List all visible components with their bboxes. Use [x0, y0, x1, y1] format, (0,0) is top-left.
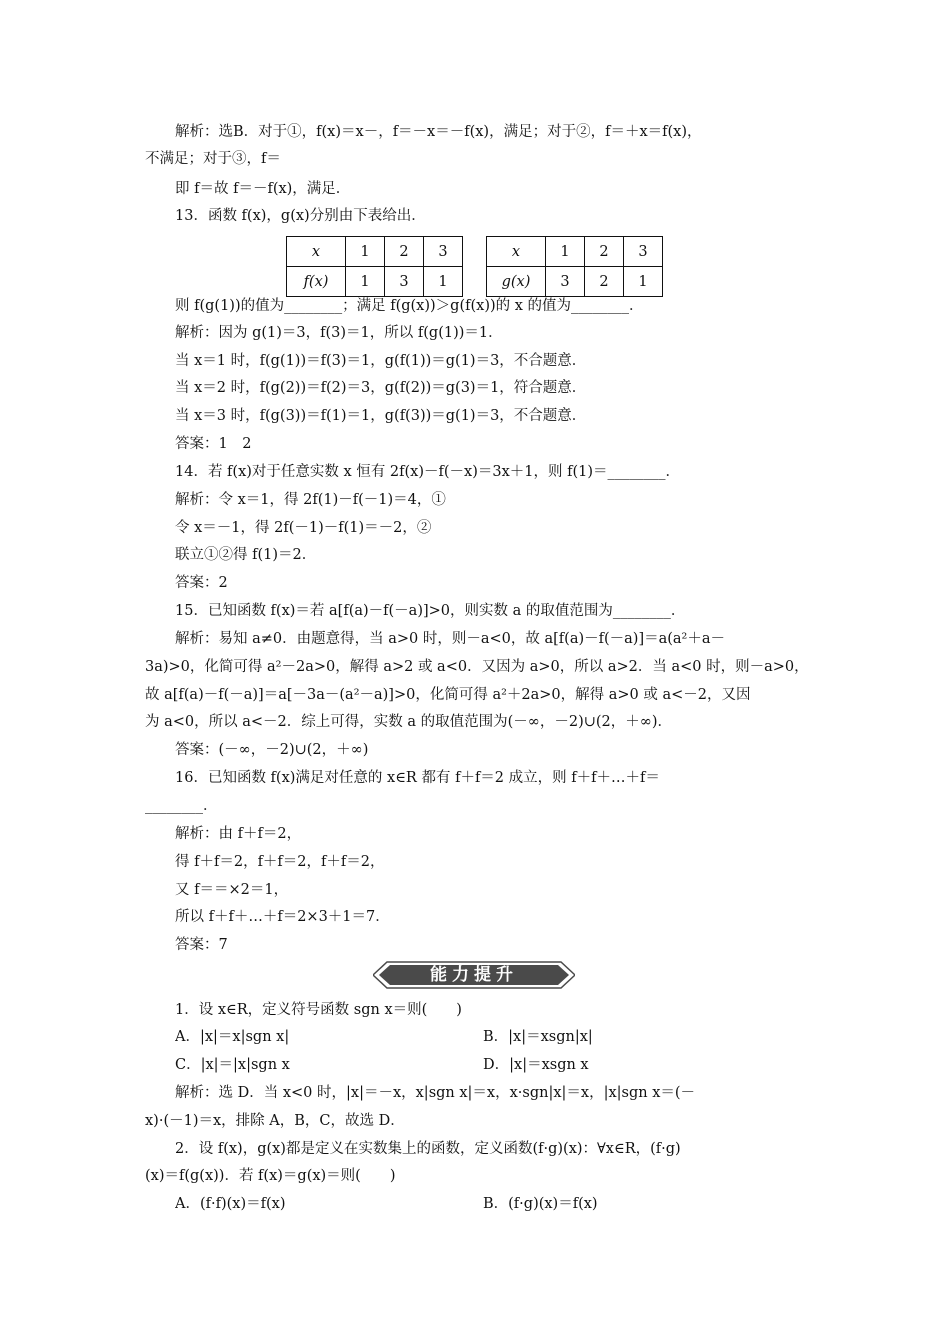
text-line: 当 x＝2 时，f(g(2))＝f(2)＝3，g(f(2))＝g(3)＝1，符合题意． [175, 380, 587, 396]
text-line: 解析：易知 a≠0．由题意得，当 a>0 时，则－a<0，故 a[f(a)－f(－a)]＝a(a²＋a－ [175, 631, 726, 647]
text-line: 为 a<0，所以 a<－2．综上可得，实数 a 的取值范围为(－∞，－2)∪(2，＋∞)． [145, 714, 673, 730]
text-line: 令 x＝－1，得 2f(－1)－f(1)＝－2，② [175, 520, 432, 536]
option-c: C．|x|＝|x|sgn x [175, 1057, 290, 1073]
table-cell: 3 [385, 267, 424, 297]
table-g [486, 236, 663, 297]
text-line: 即 f＝故 f＝－f(x)，满足． [175, 181, 351, 197]
option-b: B．(f·g)(x)＝f(x) [483, 1196, 598, 1212]
text-line: 又 f＝＝×2＝1， [175, 882, 289, 898]
question-16: 16．已知函数 f(x)满足对任意的 x∈R 都有 f＋f＝2 成立，则 f＋f＋…＋f＝ [175, 770, 660, 786]
table-cell: 1 [424, 267, 463, 297]
text-line: 不满足；对于③，f＝ [145, 151, 281, 167]
table-cell: 1 [624, 267, 663, 297]
text-line: 解析：选 D．当 x<0 时，|x|＝－x，x|sgn x|＝x，x·sgn|x|＝x，|x|sgn x＝(－ [175, 1085, 696, 1101]
text-line: x)·(－1)＝x，排除 A，B，C，故选 D． [145, 1113, 405, 1129]
text-line: 故 a[f(a)－f(－a)]＝a[－3a－(a²－a)]>0，化简可得 a²＋2a>0，解得 a>0 或 a<－2，又因 [145, 687, 751, 703]
answer-line: 答案：2 [175, 575, 228, 591]
table-cell: 2 [585, 237, 624, 267]
option-a: A．|x|＝x|sgn x| [175, 1029, 290, 1045]
text-line: 解析：因为 g(1)＝3，f(3)＝1，所以 f(g(1))＝1． [175, 325, 503, 341]
table-f [286, 236, 463, 297]
table-header: x [487, 237, 546, 267]
table-cell: 1 [346, 237, 385, 267]
text-line: 解析：由 f＋f＝2， [175, 826, 302, 842]
option-a: A．(f·f)(x)＝f(x) [175, 1196, 286, 1212]
text-line: ________． [145, 798, 218, 814]
section-banner [373, 960, 575, 990]
question-14: 14．若 f(x)对于任意实数 x 恒有 2f(x)－f(－x)＝3x＋1，则 f(1)＝________． [175, 464, 681, 480]
answer-line: 答案：7 [175, 937, 228, 953]
text-line: 解析：令 x＝1，得 2f(1)－f(－1)＝4，① [175, 492, 446, 508]
table-cell: 3 [546, 267, 585, 297]
question-13: 13．函数 f(x)，g(x)分别由下表给出． [175, 208, 426, 224]
table-cell: 3 [624, 237, 663, 267]
text-line: 得 f＋f＝2，f＋f＝2，f＋f＝2， [175, 854, 385, 870]
table-cell: 1 [546, 237, 585, 267]
text-line: 则 f(g(1))的值为________；满足 f(g(x))＞g(f(x))的 x 的值为________． [175, 298, 644, 314]
answer-line: 答案：1 2 [175, 436, 252, 452]
table-header: x [287, 237, 346, 267]
text-line: 3a)>0，化简可得 a²－2a>0，解得 a>2 或 a<0．又因为 a>0，所以 a>2．当 a<0 时，则－a>0， [145, 659, 809, 675]
text-line: 联立①②得 f(1)＝2． [175, 547, 317, 563]
text-line: 所以 f＋f＋…＋f＝2×3＋1＝7． [175, 909, 390, 925]
table-cell: 2 [585, 267, 624, 297]
table-cell: 2 [385, 237, 424, 267]
option-d: D．|x|＝xsgn x [483, 1057, 589, 1073]
text-line: 解析：选B．对于①，f(x)＝x－，f＝－x＝－f(x)，满足；对于②，f＝＋x＝f(x)， [175, 124, 702, 140]
text-line: 当 x＝1 时，f(g(1))＝f(3)＝1，g(f(1))＝g(1)＝3，不合题意． [175, 353, 587, 369]
question-2: 2．设 f(x)，g(x)都是定义在实数集上的函数，定义函数(f·g)(x)：∀x∈R，(f·g) [175, 1141, 681, 1157]
table-cell: 1 [346, 267, 385, 297]
table-header: f(x) [287, 267, 346, 297]
banner-title: 能力提升 [430, 965, 518, 985]
question-1: 1．设 x∈R，定义符号函数 sgn x＝则( ) [175, 1002, 462, 1018]
text-line: (x)＝f(g(x))．若 f(x)＝g(x)＝则( ) [145, 1168, 396, 1184]
table-cell: 3 [424, 237, 463, 267]
answer-line: 答案：(－∞，－2)∪(2，＋∞) [175, 742, 369, 758]
option-b: B．|x|＝xsgn|x| [483, 1029, 593, 1045]
question-15: 15．已知函数 f(x)＝若 a[f(a)－f(－a)]>0，则实数 a 的取值范围为________． [175, 603, 686, 619]
table-header: g(x) [487, 267, 546, 297]
text-line: 当 x＝3 时，f(g(3))＝f(1)＝1，g(f(3))＝g(1)＝3，不合题意． [175, 408, 587, 424]
